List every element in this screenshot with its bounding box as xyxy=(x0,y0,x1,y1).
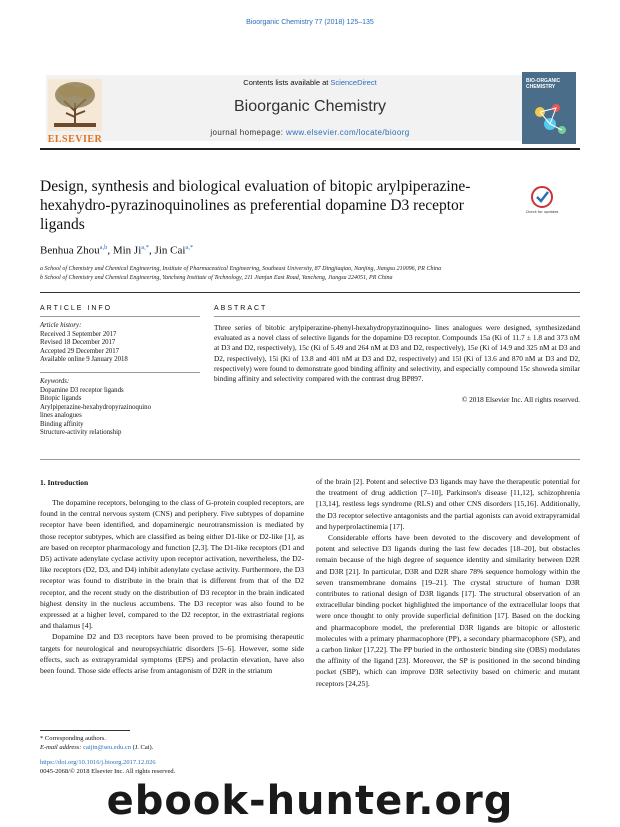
history-item: Received 3 September 2017 xyxy=(40,330,117,338)
doi-block xyxy=(40,758,175,776)
history-item: Revised 18 December 2017 xyxy=(40,339,116,346)
keyword: Binding affinity xyxy=(40,420,84,428)
abstract-bottom-rule xyxy=(40,459,580,460)
author-name[interactable]: Benhua Zhou xyxy=(40,244,100,257)
history-label: Article history: xyxy=(40,322,82,329)
footnotes xyxy=(40,734,304,752)
author-name[interactable]: Min Ji xyxy=(112,244,142,257)
article-info-heading: ARTICLE INFO xyxy=(40,305,113,312)
article-info-rule xyxy=(40,316,200,317)
crossmark-label: Check for updates xyxy=(525,210,559,214)
body-paragraph: The dopamine receptors, belonging to the class of G-protein coupled receptors, are found in the central nervous system (CNS) and periphery. Five subtypes of dopamine receptor have been identified, and dopaminergic neurotransmission is mediated by those receptor subtypes, which are classified as being either D1-like or D2-like [1], as are based on receptor pharmacology and function [2,3]. The D1-like receptors (D1 and D5) activate adenylate cyclase activity upon receptor activation, nevertheless, the D2-like receptors (D2, D3, and D4) inhibit adenylate cyclase activity. Furthermore, the D3 receptor was found to distribute in the brain that is different from that of the D2 receptor, and the recent study on the distribution of D3 receptor in the brain indicated highest density in the nucleus accumbens. The D3 receptor was also found to be expressed at a higher level, compared to the D2 receptor, in the extrastriatal regions and thalamus [4]. xyxy=(40,498,304,631)
contents-prefix: Contents lists available at xyxy=(243,78,331,87)
abstract-copyright: © 2018 Elsevier Inc. All rights reserved. xyxy=(461,395,580,404)
email-label: E-mail address: xyxy=(40,744,84,751)
header-rule xyxy=(40,148,580,150)
keyword: Structure-activity relationship xyxy=(40,429,122,436)
history-item: Available online 9 January 2018 xyxy=(40,356,128,363)
body-column-right xyxy=(316,476,580,689)
email-link[interactable]: caijin@seu.edu.cn xyxy=(83,744,131,751)
keywords-list xyxy=(40,378,200,438)
keywords-rule xyxy=(40,372,200,373)
body-paragraph: Dopamine D2 and D3 receptors have been proved to be promising therapeutic targets for neurological and neuropsychiatric disorders [5–6]. However, some side effects, such as extrapyramidal symptoms (EPS) and prolactin elevation, have also been found. Those side effects arise from antagonism of D2R in the striatum xyxy=(40,632,304,676)
email-line xyxy=(40,743,304,752)
doi-link[interactable]: https://doi.org/10.1016/j.bioorg.2017.12.026 xyxy=(40,759,156,766)
homepage-prefix: journal homepage: xyxy=(210,128,287,137)
abstract-text: Three series of bitobic arylpiperazine-phenyl-hexahydropyrazinoquino- lines analogues were designed, synthesizedand evaluated as a novel class of selective ligands for the dopamine D3 receptor. Compounds 15a (Ki of 11.7 ± 1.8 and 373 nM at D3 and D2, respectively), 15c (Ki of 5.49 and 264 nM at D3 and D2, respectively), 15e (Ki of 14.9 and 325 nM at D3 and D2, respectively), 15i (Ki of 13.8 and 401 nM at D3 and D2, respectively) and 15l (Ki of 13.6 and 870 nM at D3 and D2, respectively) were found to demonstrate good binding affinity and selectivity, and especially compound 15c showeda similar binding affinity and selectivity compared with the contrast drug BP897. xyxy=(214,323,580,384)
author-list: Benhua Zhou$^{a,b}$, Min $Ji^{a,*}$, Jin Cai$^{a,*}$ xyxy=(40,244,194,257)
journal-cover-image xyxy=(522,72,576,144)
keywords-label: Keywords: xyxy=(40,378,70,385)
keyword: Dopamine D3 receptor ligands xyxy=(40,386,124,394)
author-affiliation-marker[interactable]: a,* xyxy=(141,244,150,251)
abstract-rule xyxy=(214,316,580,317)
section-heading-introduction: 1. Introduction xyxy=(40,478,89,487)
cover-title: BIO-ORGANIC CHEMISTRY xyxy=(526,78,561,90)
author-name[interactable]: Jin Cai xyxy=(154,244,186,257)
history-item: Accepted 29 December 2017 xyxy=(40,347,120,355)
author-affiliation-marker[interactable]: a,b xyxy=(99,244,108,251)
check-for-updates-icon[interactable] xyxy=(525,185,559,219)
watermark-text: ebook-hunter.org xyxy=(106,778,514,824)
sciencedirect-link[interactable]: ScienceDirect xyxy=(330,78,377,87)
keyword: Arylpiperazine-hexahydropyrazinoquino xyxy=(40,403,151,411)
body-paragraph: of the brain [2]. Potent and selective D3 ligands may have the therapeutic potential for the treatment of drug addiction [7–10], Parkinson's disease [11,12], schizophrenia [13,14], restless legs syndrome (RLS) and other CNS disorders [15,16]. Additionally, the D3 receptor selective antagonists and the partial agonists can avoid extrapyramidal and hyperprolactinemia [17]. xyxy=(316,477,580,531)
article-history xyxy=(40,322,200,365)
affiliation-b: b School of Chemistry and Chemical Engineering, Yancheng Institute of Technology, 211 Jianjun East Road, Yancheng, Jiangsu 224051, PR China xyxy=(40,275,393,281)
keyword: Bitopic ligands xyxy=(40,395,82,402)
keyword: lines analogues xyxy=(40,412,82,419)
author-affiliation-marker[interactable]: a,* xyxy=(185,244,194,251)
elsevier-wordmark: ELSEVIER xyxy=(47,134,103,145)
issn-line: 0045-2068/© 2018 Elsevier Inc. All rights reserved. xyxy=(40,768,176,775)
abstract-heading: ABSTRACT xyxy=(214,305,268,312)
homepage-link[interactable]: www.elsevier.com/locate/bioorg xyxy=(286,128,410,137)
affiliation-a: a School of Chemistry and Chemical Engineering, Institute of Pharmaceutical Engineering, Southeast University, 87 Dingjiaqiao, Nanjing, Jiangsu 210096, PR China xyxy=(40,266,442,272)
email-suffix: (J. Cai). xyxy=(130,744,154,751)
journal-name: Bioorganic Chemistry xyxy=(233,98,387,115)
footnote-rule xyxy=(40,730,130,731)
body-paragraph: Considerable efforts have been devoted to the discovery and development of potent and selective D3 ligands during the last few decades [18–20], but obstacles remain because of the high degree of sequence identity and similarity between D2R and D3R [21]. In particular, D3R and D2R share 78% sequence homology within the seven transmembrane domains [19–21]. The crystal structure of human D3R contributes to rational design of D3R ligands [17]. The structural observation of an extracellular binding pocket highlighted the importance of the extracellular loops that were once thought to only provide superficial definition [17]. Based on the docking and pharmacophore model, the preferential D3R ligands are bitopic or allosteric molecules with a primary pharmacophore (PP), a secondary pharmacophore (SP), and a carbon linker [17,22]. The PP buried in the orthosteric binding site (OBS) modulates the affinity of the ligand [23]. Moreover, the SP is positioned in the second binding pocket (SBP), which can improve D3R selectivity based on chimeric and mutant receptors [24,25]. xyxy=(316,533,580,688)
corresponding-author-note: * Corresponding authors. xyxy=(40,735,106,742)
body-column-left xyxy=(40,497,304,676)
title-block-rule xyxy=(40,292,580,293)
article-title: Design, synthesis and biological evaluation of bitopic arylpiperazine-hexahydro-pyrazinoquinolines as preferential dopamine D3 receptor ligands xyxy=(40,178,471,233)
cover-molecule-graphic xyxy=(528,98,570,140)
journal-citation[interactable]: Bioorganic Chemistry 77 (2018) 125–135 xyxy=(246,19,374,26)
